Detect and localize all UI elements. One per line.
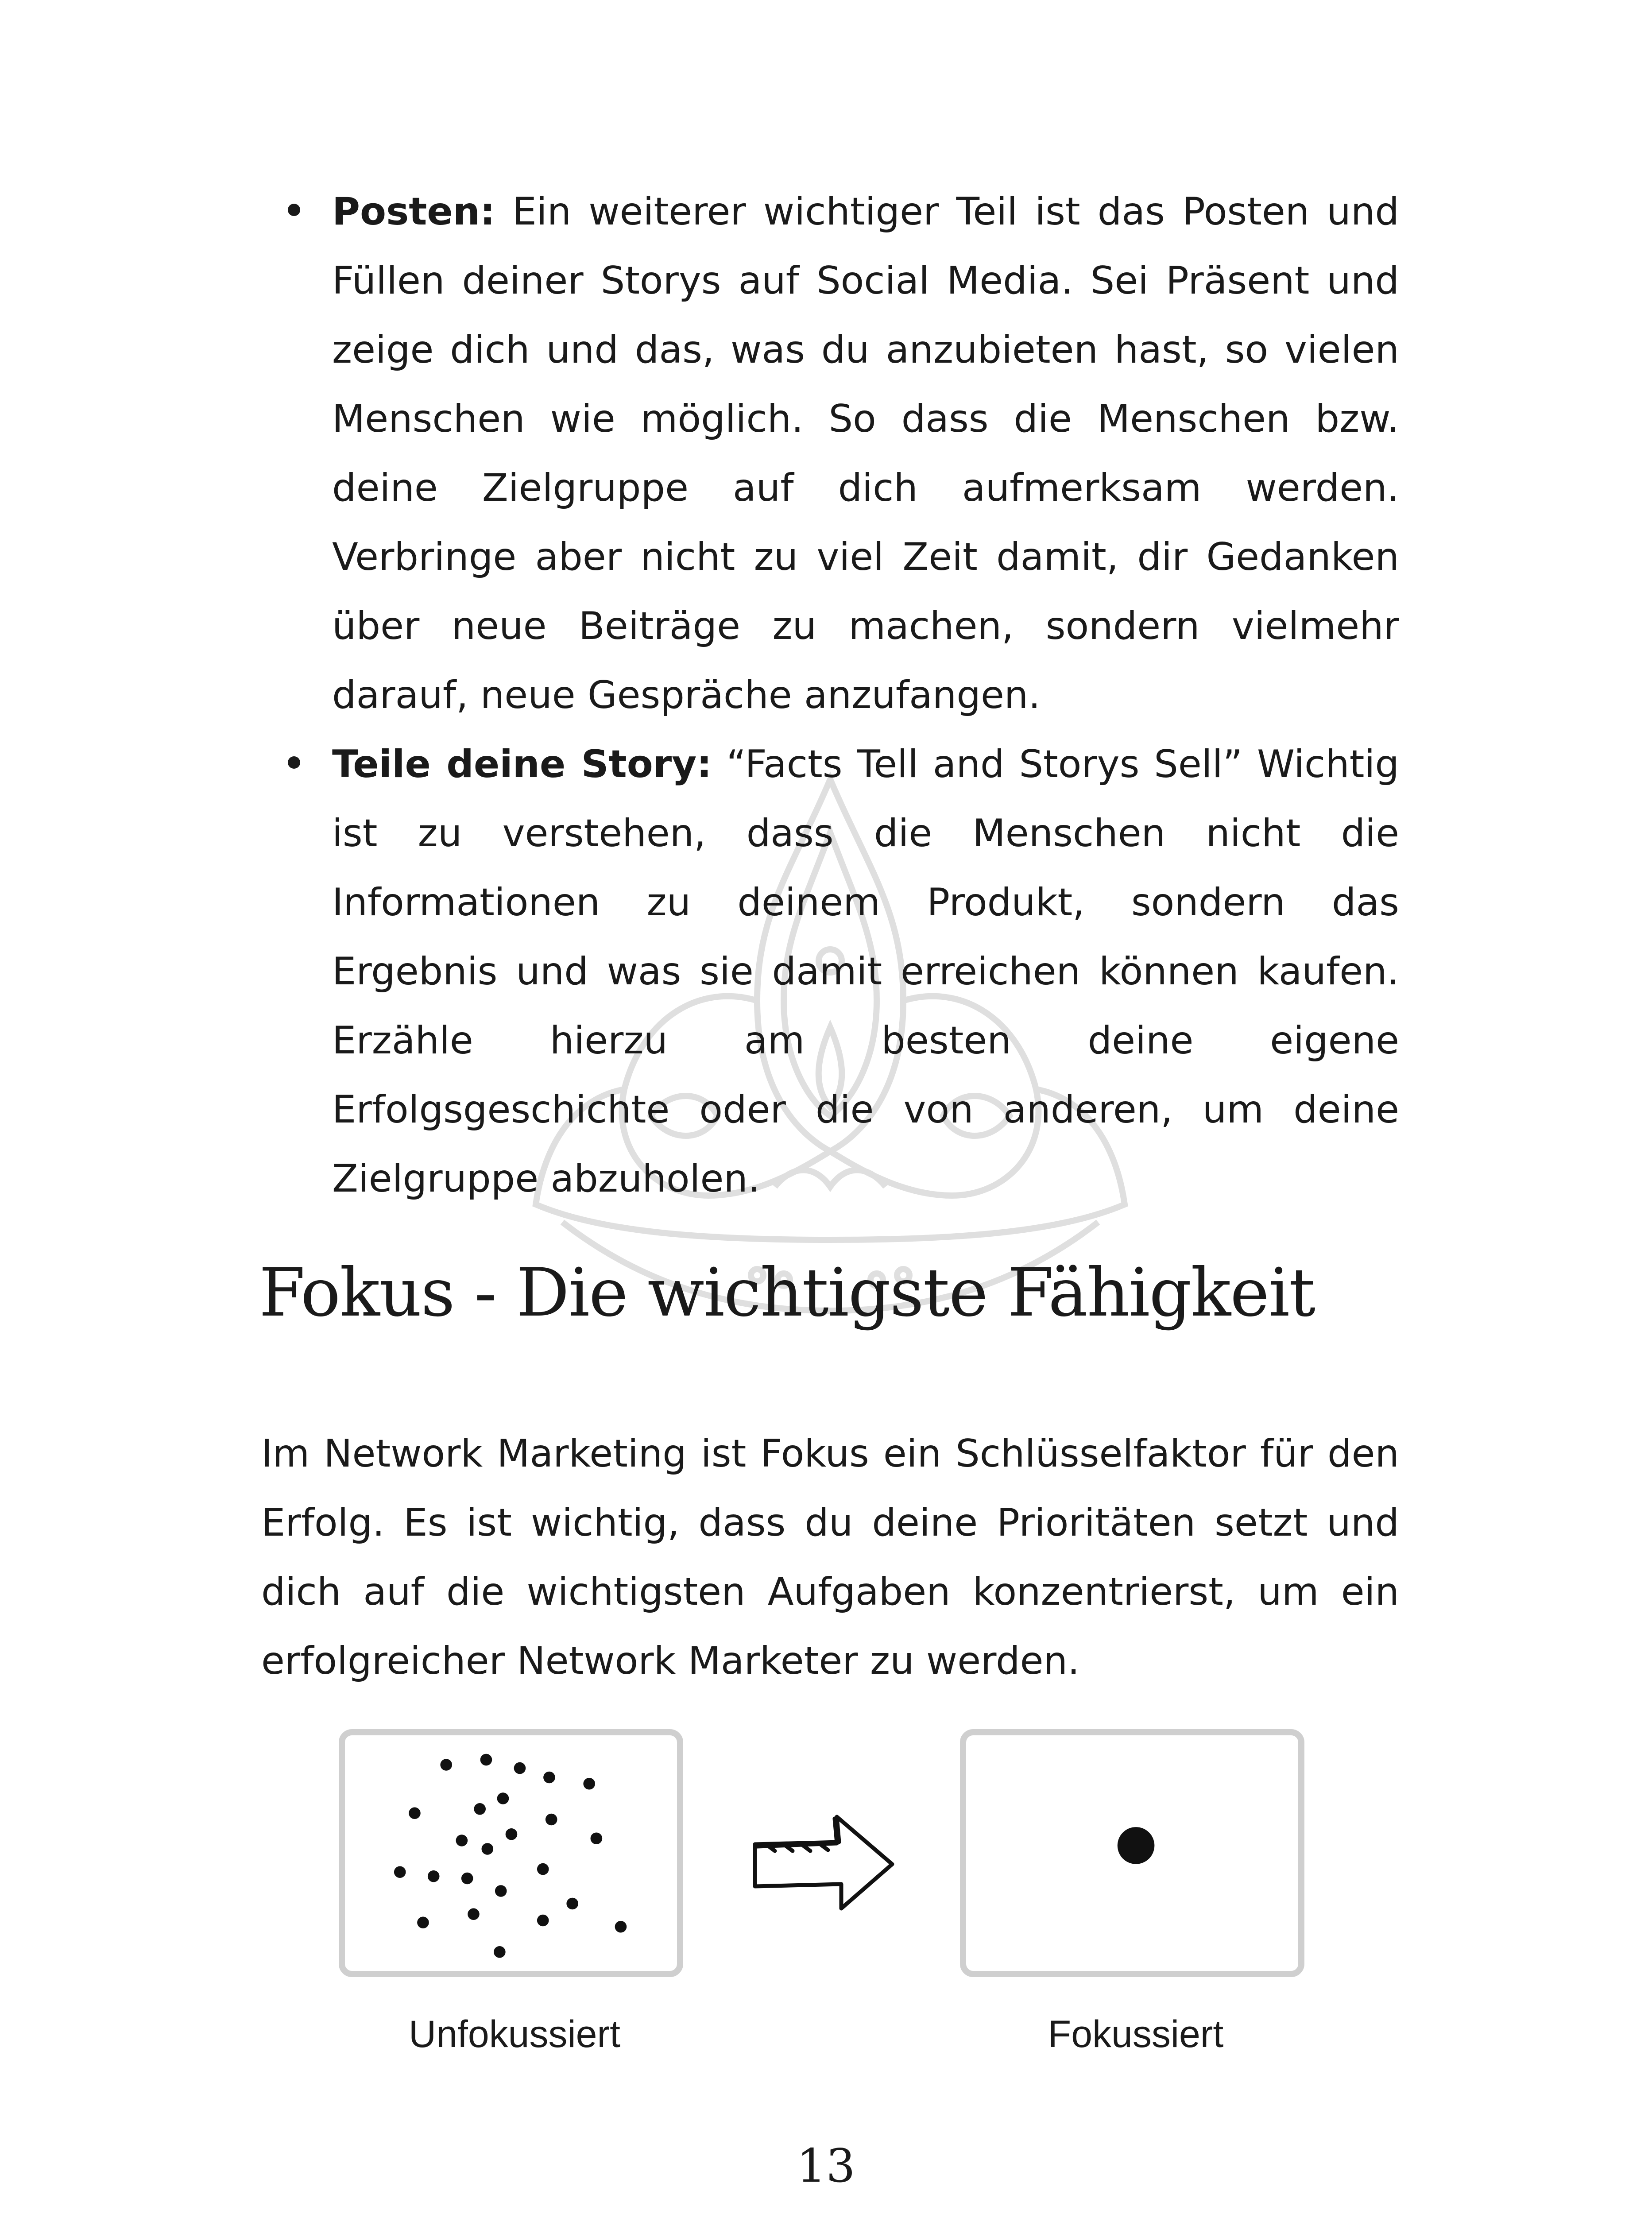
unfocused-label: Unfokussiert: [409, 2013, 620, 2055]
page-number: 13: [797, 2139, 855, 2193]
bullet-dot-icon: [288, 756, 300, 769]
focused-label: Fokussiert: [1048, 2013, 1224, 2055]
bullet-title: Teile deine Story:: [332, 742, 712, 786]
bullet-item-story: [261, 730, 1399, 1213]
section-paragraph: Im Network Marketing ist Fokus ein Schlüsselfaktor für den Erfolg. Es ist wichtig, dass du deine Prioritäten setzt und dich auf die wichtigsten Aufgaben konzentrierst, um ein erfolgreicher Network Marketer zu werden.: [261, 1432, 1399, 1683]
bullet-dot-icon: [288, 204, 300, 216]
hand-drawn-arrow-icon: [748, 1809, 899, 1915]
unfocused-box: [339, 1729, 683, 1977]
bullet-item-posten: [261, 177, 1399, 730]
scattered-dots-icon: [345, 1735, 677, 1971]
bullet-title: Posten:: [332, 190, 495, 234]
bullet-list: [261, 177, 1399, 1213]
bullet-text: “Facts Tell and Storys Sell” Wichtig ist zu verstehen, dass die Menschen nicht die Informationen zu deinem Produkt, sondern das Ergebnis und was sie damit erreichen können kaufen. Erzähle hierzu am besten deine eigene Erfolgsgeschichte oder die von anderen, um deine Zielgruppe abzuholen.: [332, 742, 1399, 1201]
bullet-text: Ein weiterer wichtiger Teil ist das Posten und Füllen deiner Storys auf Social Media. Sei Präsent und zeige dich und das, was du anzubieten hast, so vielen Menschen wie möglich. So dass die Menschen bzw. deine Zielgruppe auf dich aufmerksam werden. Verbringe aber nicht zu viel Zeit damit, dir Gedanken über neue Beiträge zu machen, sondern vielmehr darauf, neue Gespräche anzufangen.: [332, 190, 1399, 717]
single-dot-icon: [966, 1735, 1298, 1971]
focused-box: [960, 1729, 1304, 1977]
section-heading: Fokus - Die wichtigste Fähigkeit: [259, 1254, 1315, 1331]
